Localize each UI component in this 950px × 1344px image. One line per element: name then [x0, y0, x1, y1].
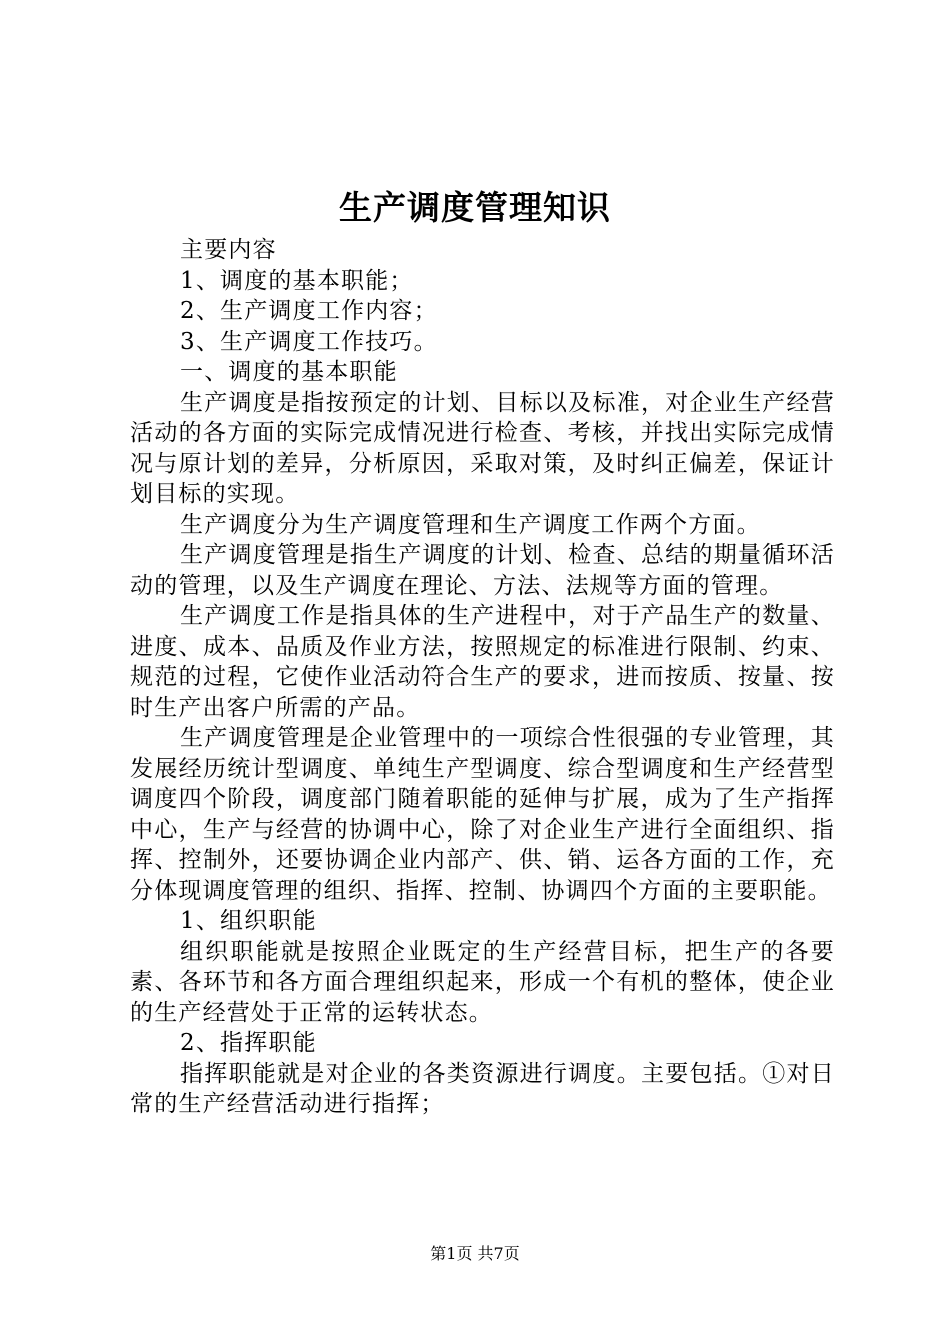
body-paragraph: 生产调度分为生产调度管理和生产调度工作两个方面。: [180, 511, 761, 538]
section-heading-basic-functions: 一、调度的基本职能: [180, 359, 398, 385]
body-paragraph: 组织职能就是按照企业既定的生产经营目标，把生产的各要素、各环节和各方面合理组织起来，形成一个有机的整体，使企业的生产经营处于正常的运转状态。: [130, 938, 835, 1026]
list-item: 1、调度的基本职能；: [180, 267, 414, 294]
document-body: [130, 235, 835, 1120]
list-item: 2、生产调度工作内容；: [180, 298, 438, 324]
body-paragraph: 生产调度管理是企业管理中的一项综合性很强的专业管理，其发展经历统计型调度、单纯生产型调度、综合型调度和生产经营型调度四个阶段，调度部门随着职能的延伸与扩展，成为了生产指挥中心，生产与经营的协调中心，除了对企业生产进行全面组织、指挥、控制外，还要协调企业内部产、供、销、运各方面的工作，充分体现调度管理的组织、指挥、控制、协调四个方面的主要职能。: [130, 725, 835, 904]
body-paragraph: 生产调度工作是指具体的生产进程中，对于产品生产的数量、进度、成本、品质及作业方法，按照规定的标准进行限制、约束、规范的过程，它使作业活动符合生产的要求，进而按质、按量、按时生产出客户所需的产品。: [130, 603, 835, 721]
document-title: 生产调度管理知识: [339, 188, 611, 227]
section-heading-main-content: 主要内容: [180, 237, 277, 263]
body-paragraph: 生产调度管理是指生产调度的计划、检查、总结的期量循环活动的管理，以及生产调度在理论、方法、法规等方面的管理。: [130, 542, 835, 599]
page-footer: 第1页 共7页: [430, 1244, 520, 1263]
body-paragraph: 生产调度是指按预定的计划、目标以及标准，对企业生产经营活动的各方面的实际完成情况进行检查、考核，并找出实际完成情况与原计划的差异，分析原因，采取对策，及时纠正偏差，保证计划目标的实现。: [130, 389, 835, 507]
list-item: 3、生产调度工作技巧。: [180, 328, 438, 355]
body-paragraph: 指挥职能就是对企业的各类资源进行调度。主要包括。①对日常的生产经营活动进行指挥；: [130, 1060, 835, 1117]
subsection-heading-organize: 1、组织职能: [180, 908, 317, 934]
subsection-heading-command: 2、指挥职能: [180, 1030, 317, 1056]
